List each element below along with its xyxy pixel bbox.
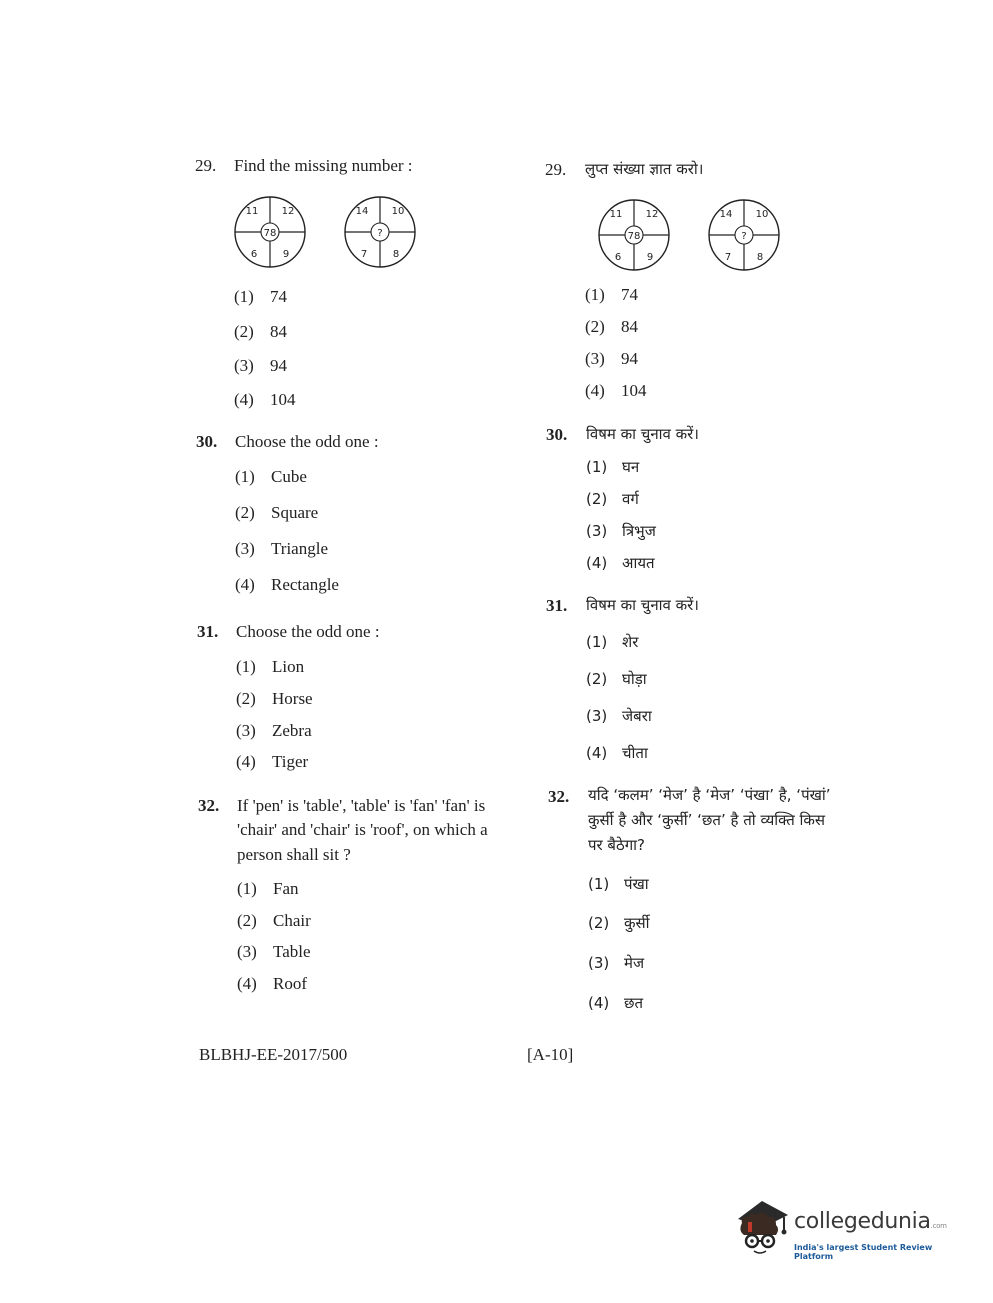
hi-dial1-br: 9 <box>646 252 654 263</box>
hi-q30-option: (4) आयत <box>586 554 655 572</box>
q29-text: Find the missing number : <box>234 156 413 175</box>
hi-q32-line-3: पर बैठेगा? <box>588 836 645 854</box>
hi-q31-number: 31. <box>546 596 568 615</box>
hi-dial2-tl: 14 <box>719 209 733 220</box>
q29-option: (1) 74 <box>234 287 287 306</box>
q32-line-2: 'chair' and 'chair' is 'roof', on which a <box>237 820 488 839</box>
hi-q29-option: (4) 104 <box>585 381 647 400</box>
hi-q29-figure <box>596 199 786 275</box>
q29-figure <box>232 196 422 272</box>
hi-q29-number: 29. <box>545 160 567 179</box>
dial1-center: 78 <box>263 228 277 239</box>
hi-q29-text: लुप्त संख्या ज्ञात करो। <box>585 160 704 178</box>
hi-dial2-center: ? <box>741 231 747 242</box>
q32-option: (1) Fan <box>237 879 299 898</box>
hi-q31-text: विषम का चुनाव करें। <box>586 596 699 614</box>
hi-q31-option: (1) शेर <box>586 633 639 651</box>
hi-q32-option: (2) कुर्सी <box>588 914 650 932</box>
hi-q30-option: (3) त्रिभुज <box>586 522 656 540</box>
dial1-tl: 11 <box>245 206 259 217</box>
hi-q30-text: विषम का चुनाव करें। <box>586 425 699 443</box>
q29-number: 29. <box>195 156 217 175</box>
dial1-bl: 6 <box>250 249 258 260</box>
hi-q32-number: 32. <box>548 787 570 806</box>
hi-dial-1 <box>599 200 669 270</box>
q32-option: (2) Chair <box>237 911 311 930</box>
hi-dial1-center: 78 <box>627 231 641 242</box>
q32-line-3: person shall sit ? <box>237 845 351 864</box>
q32-option: (4) Roof <box>237 974 307 993</box>
hi-dial1-tl: 11 <box>609 209 623 220</box>
hi-dial2-br: 8 <box>756 252 764 263</box>
paper-code: BLBHJ-EE-2017/500 <box>199 1045 348 1064</box>
q31-option: (1) Lion <box>236 657 305 676</box>
q31-option: (2) Horse <box>236 689 313 708</box>
logo-tagline: India's largest Student Review Platform <box>794 1243 933 1261</box>
q31-text: Choose the odd one : <box>236 622 380 641</box>
dial1-tr: 12 <box>281 206 295 217</box>
hi-q32-line-1: यदि ‘कलम’ ‘मेज’ है ‘मेज’ ‘पंखा’ है, ‘पंखां’ <box>588 786 831 804</box>
hi-dial2-tr: 10 <box>755 209 769 220</box>
hi-q29-option: (1) 74 <box>585 285 638 304</box>
hi-dial2-bl: 7 <box>724 252 732 263</box>
logo-title: collegedunia.com <box>794 1209 947 1234</box>
page-number: [A-10] <box>527 1045 574 1064</box>
hi-dial-2 <box>709 200 779 270</box>
hi-q31-option: (2) घोड़ा <box>586 670 647 688</box>
collegedunia-logo[interactable] <box>730 1195 970 1265</box>
q30-text: Choose the odd one : <box>235 432 379 451</box>
q30-option: (3) Triangle <box>235 539 328 558</box>
q30-option: (1) Cube <box>235 467 307 486</box>
hi-q32-option: (3) मेज <box>588 954 645 972</box>
q32-option: (3) Table <box>237 942 311 961</box>
dial-2 <box>345 197 415 267</box>
q32-line-1: If 'pen' is 'table', 'table' is 'fan' 'fan' is <box>237 796 486 815</box>
q29-option: (4) 104 <box>234 390 296 409</box>
hi-dial1-tr: 12 <box>645 209 659 220</box>
q31-option: (3) Zebra <box>236 721 312 740</box>
dial2-tl: 14 <box>355 206 369 217</box>
hi-q31-option: (4) चीता <box>586 744 648 762</box>
dial2-bl: 7 <box>360 249 368 260</box>
hi-q30-option: (1) घन <box>586 458 640 476</box>
dial2-center: ? <box>377 228 383 239</box>
hi-q29-option: (2) 84 <box>585 317 638 336</box>
q32-number: 32. <box>198 796 220 815</box>
q31-number: 31. <box>197 622 219 641</box>
hi-q32-option: (4) छत <box>588 994 644 1012</box>
hi-dial1-bl: 6 <box>614 252 622 263</box>
dial1-br: 9 <box>282 249 290 260</box>
q31-option: (4) Tiger <box>236 752 309 771</box>
hi-q29-option: (3) 94 <box>585 349 638 368</box>
q30-option: (4) Rectangle <box>235 575 339 594</box>
hi-q30-number: 30. <box>546 425 568 444</box>
dial2-tr: 10 <box>391 206 405 217</box>
q30-option: (2) Square <box>235 503 319 522</box>
dial-1 <box>235 197 305 267</box>
hi-q31-option: (3) जेबरा <box>586 707 652 725</box>
q29-option: (3) 94 <box>234 356 287 375</box>
hi-q32-line-2: कुर्सी है और ‘कुर्सी’ ‘छत’ है तो व्यक्ति किस <box>588 811 826 829</box>
mascot-icon <box>732 1195 794 1257</box>
q29-option: (2) 84 <box>234 322 287 341</box>
q30-number: 30. <box>196 432 218 451</box>
dial2-br: 8 <box>392 249 400 260</box>
hi-q32-option: (1) पंखा <box>588 875 649 893</box>
hi-q30-option: (2) वर्ग <box>586 490 639 508</box>
